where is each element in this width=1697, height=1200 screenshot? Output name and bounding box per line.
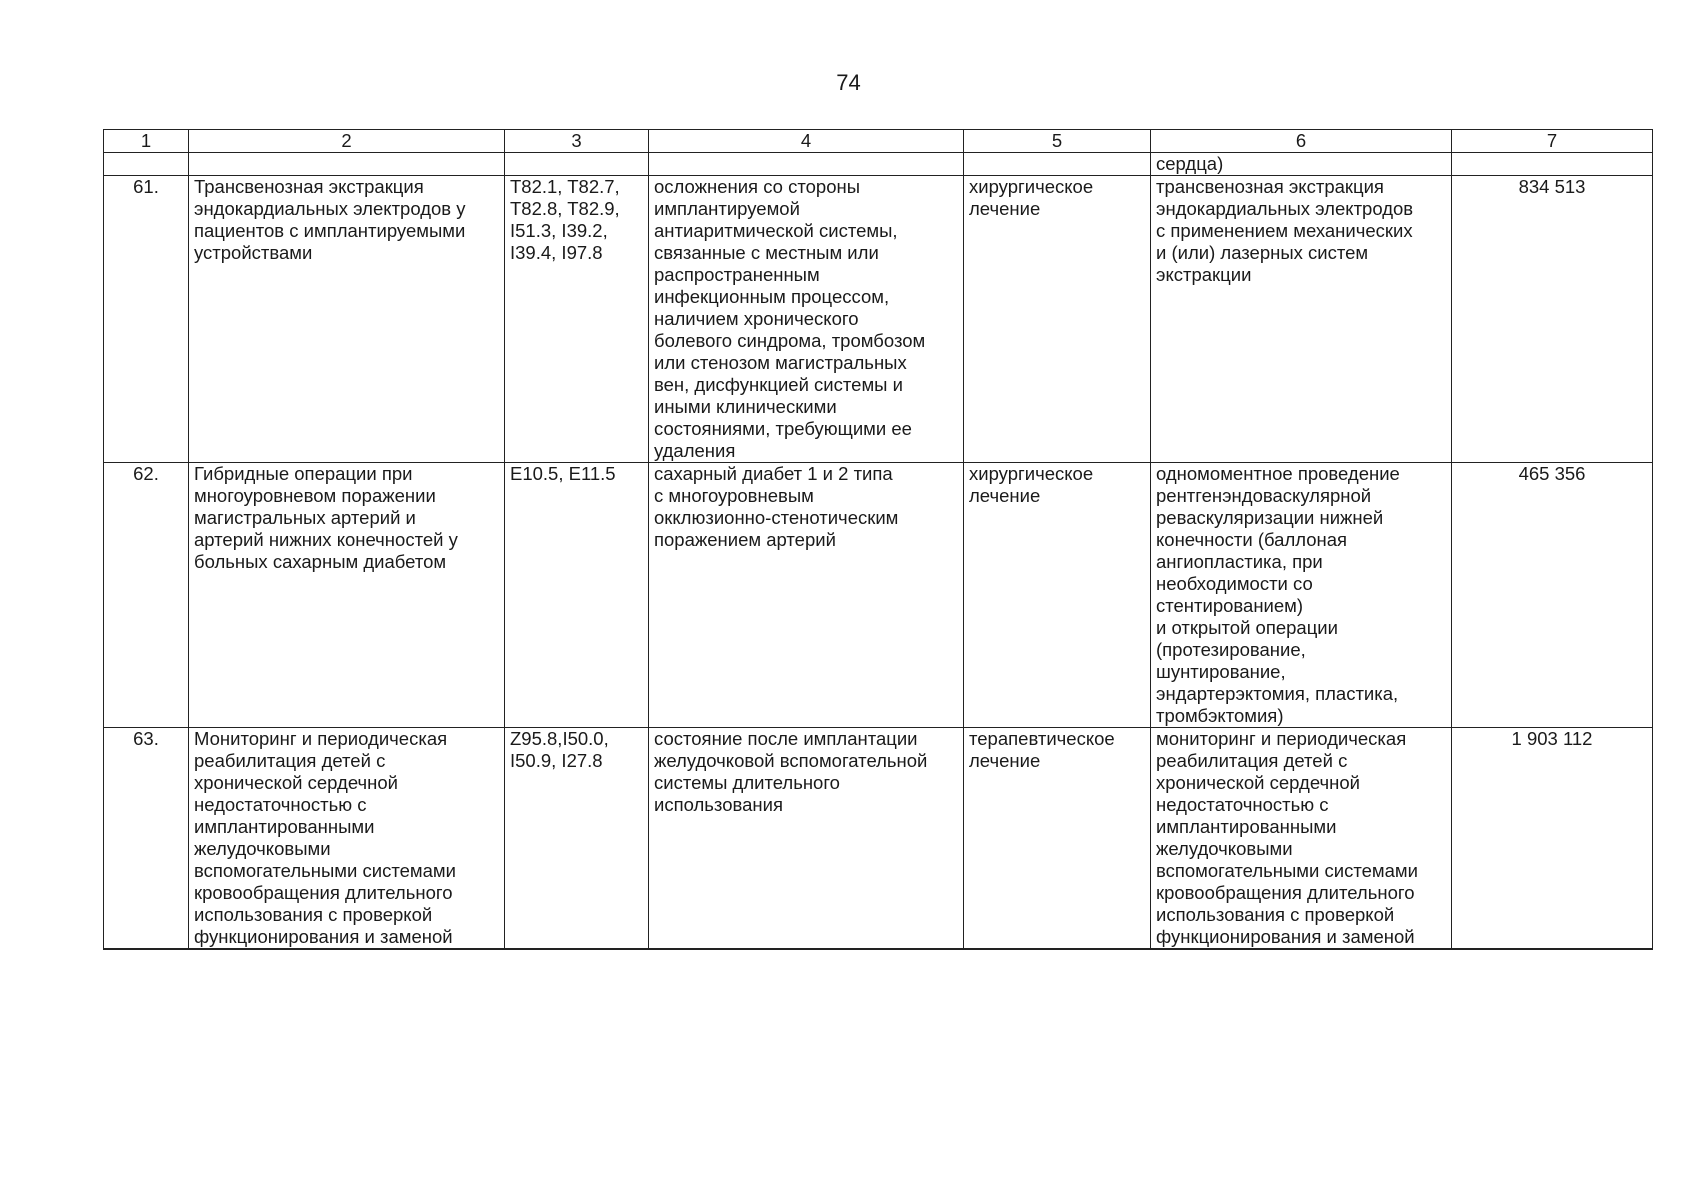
column-header-3: 3 <box>505 130 649 153</box>
treatment-type: хирургическое лечение <box>964 463 1151 728</box>
table-cell <box>104 153 189 176</box>
treatment-method: трансвенозная экстракция эндокардиальных электродов с применением механических и (или) лазерных систем экстракции <box>1151 176 1452 463</box>
care-name: Мониторинг и периодическая реабилитация детей с хронической сердечной недостаточностью с имплантированными желудочковыми вспомогательными системами кровообращения длительного использования с проверкой функционирования и заменой <box>189 728 505 950</box>
table-cell <box>189 153 505 176</box>
patient-model: осложнения со стороны имплантируемой антиаритмической системы, связанные с местным или распространенным инфекционным процессом, наличием хронического болевого синдрома, тромбозом или стенозом магистральных вен, дисфункцией системы и иными клиническими состояниями, требующими ее удаления <box>649 176 964 463</box>
care-name: Трансвенозная экстракция эндокардиальных электродов у пациентов с имплантируемыми устройствами <box>189 176 505 463</box>
treatment-method: мониторинг и периодическая реабилитация детей с хронической сердечной недостаточностью с имплантированными желудочковыми вспомогательными системами кровообращения длительного использования с проверкой функционирования и заменой <box>1151 728 1452 950</box>
continuation-row <box>104 153 1653 176</box>
treatment-type: хирургическое лечение <box>964 176 1151 463</box>
row-number: 62. <box>104 463 189 728</box>
price-value: 465 356 <box>1452 463 1653 728</box>
treatment-table <box>103 129 1653 950</box>
column-header-2: 2 <box>189 130 505 153</box>
table-cell <box>505 153 649 176</box>
table-row <box>104 463 1653 728</box>
patient-model: состояние после имплантации желудочковой вспомогательной системы длительного использования <box>649 728 964 950</box>
column-number-row <box>104 130 1653 153</box>
diagnosis-codes: E10.5, E11.5 <box>505 463 649 728</box>
row-number: 61. <box>104 176 189 463</box>
treatment-method: одномоментное проведение рентгенэндоваскулярной реваскуляризации нижней конечности (баллоная ангиопластика, при необходимости со стентированием) и открытой операции (протезирование, шунтирование, эндартерэктомия, пластика, тромбэктомия) <box>1151 463 1452 728</box>
table-cell <box>964 153 1151 176</box>
table-row <box>104 728 1653 950</box>
table-row <box>104 176 1653 463</box>
price-value: 1 903 112 <box>1452 728 1653 950</box>
price-value: 834 513 <box>1452 176 1653 463</box>
table-cell <box>1452 153 1653 176</box>
column-header-7: 7 <box>1452 130 1653 153</box>
column-header-1: 1 <box>104 130 189 153</box>
treatment-type: терапевтическое лечение <box>964 728 1151 950</box>
table-cell <box>649 153 964 176</box>
page-number: 74 <box>836 70 861 95</box>
care-name: Гибридные операции при многоуровневом поражении магистральных артерий и артерий нижних конечностей у больных сахарным диабетом <box>189 463 505 728</box>
table-cell-method: сердца) <box>1151 153 1452 176</box>
row-number: 63. <box>104 728 189 950</box>
patient-model: сахарный диабет 1 и 2 типа с многоуровневым окклюзионно-стенотическим поражением артерий <box>649 463 964 728</box>
column-header-6: 6 <box>1151 130 1452 153</box>
column-header-4: 4 <box>649 130 964 153</box>
diagnosis-codes: Z95.8,I50.0, I50.9, I27.8 <box>505 728 649 950</box>
column-header-5: 5 <box>964 130 1151 153</box>
diagnosis-codes: T82.1, T82.7, T82.8, T82.9, I51.3, I39.2, I39.4, I97.8 <box>505 176 649 463</box>
